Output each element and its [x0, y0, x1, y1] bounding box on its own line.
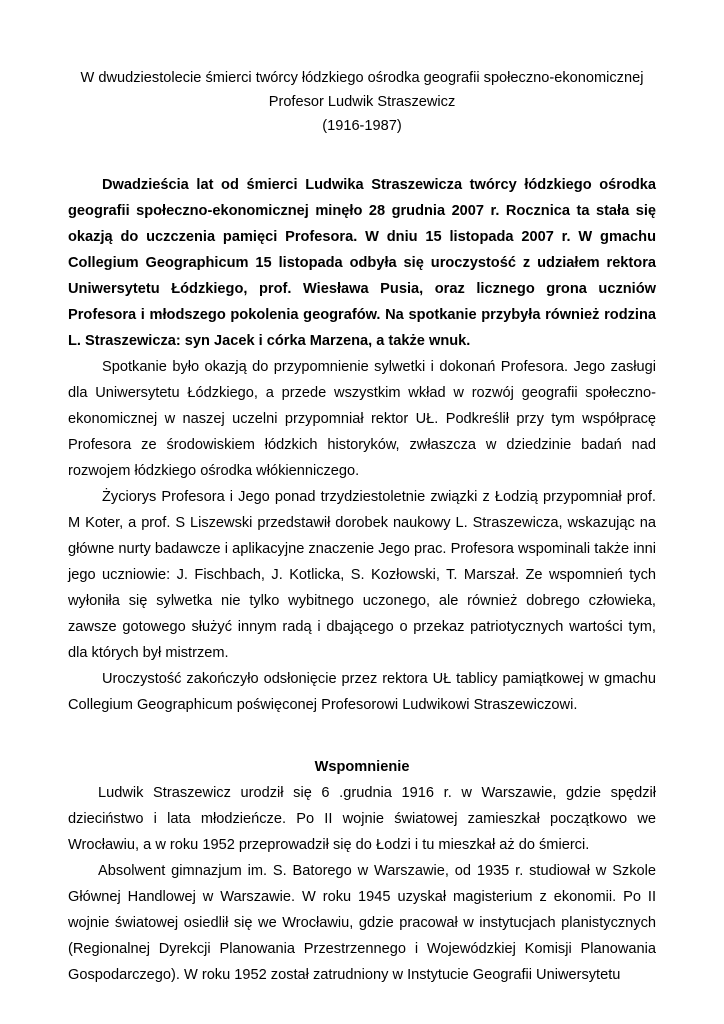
body-paragraph-1: Spotkanie było okazją do przypomnienie sylwetki i dokonań Profesora. Jego zasługi dla Uniwersytetu Łódzkiego, a przede wszystkim wkład w rozwój geografii społeczno-ekonomicznej w naszej uczelni przypomniał rektor UŁ. Podkreślił przy tym współpracę Profesora ze środowiskiem łódzkich historyków, zwłaszcza w dziedzinie badań nad rozwojem łódzkiego ośrodka włókienniczego. [68, 359, 656, 479]
header-line-3: (1916-1987) [322, 118, 402, 134]
memoir-title: Wspomnienie [314, 759, 410, 775]
header-line-2: Profesor Ludwik Straszewicz [268, 94, 456, 110]
spacer [68, 718, 656, 754]
header-line-1: W dwudziestolecie śmierci twórcy łódzkiego ośrodka geografii społeczno-ekonomicznej [80, 70, 644, 86]
body-paragraph-3: Uroczystość zakończyło odsłonięcie przez rektora UŁ tablicy pamiątkowej w gmachu Collegium Geographicum poświęconej Profesorowi Ludwikowi Straszewiczowi. [68, 671, 656, 713]
document-page [68, 66, 656, 988]
intro-bold-paragraph: Dwadzieścia lat od śmierci Ludwika Straszewicza twórcy łódzkiego ośrodka geografii społeczno-ekonomicznej minęło 28 grudnia 2007 r. Rocznica ta stała się okazją do uczczenia pamięci Profesora. W dniu 15 listopada 2007 r. W gmachu Collegium Geographicum 15 listopada odbyła się uroczystość z udziałem rektora Uniwersytetu Łódzkiego, prof. Wiesława Pusia, oraz licznego grona uczniów Profesora i młodszego pokolenia geografów. Na spotkanie przybyła również rodzina L. Straszewicza: syn Jacek i córka Marzena, a także wnuk. [68, 177, 656, 349]
memoir-paragraph-1: Ludwik Straszewicz urodził się 6 .grudnia 1916 r. w Warszawie, gdzie spędził dzieciństwo i lata młodzieńcze. Po II wojnie światowej zamieszkał początkowo we Wrocławiu, a w roku 1952 przeprowadził się do Łodzi i tu mieszkał aż do śmierci. [68, 785, 656, 853]
memoir-paragraph-2: Absolwent gimnazjum im. S. Batorego w Warszawie, od 1935 r. studiował w Szkole Głównej Handlowej w Warszawie. W roku 1945 uzyskał magisterium z ekonomii. Po II wojnie światowej osiedlił się we Wrocławiu, gdzie pracował w instytucjach planistycznych (Regionalnej Dyrekcji Planowania Przestrzennego i Wojewódzkiej Komisji Planowania Gospodarczego). W roku 1952 został zatrudniony w Instytucie Geografii Uniwersytetu [68, 863, 656, 983]
spacer [68, 138, 656, 172]
body-paragraph-2: Życiorys Profesora i Jego ponad trzydziestoletnie związki z Łodzią przypomniał prof. M Koter, a prof. S Liszewski przedstawił dorobek naukowy L. Straszewicza, wskazując na główne nurty badawcze i aplikacyjne znaczenie Jego prac. Profesora wspominali także inni jego uczniowie: J. Fischbach, J. Kotlicka, S. Kozłowski, T. Marszał. Ze wspomnień tych wyłoniła się sylwetka nie tylko wybitnego uczonego, ale również dobrego człowieka, zawsze gotowego służyć innym radą i dbającego o przekaz patriotycznych wartości tym, dla których był mistrzem. [68, 489, 656, 661]
